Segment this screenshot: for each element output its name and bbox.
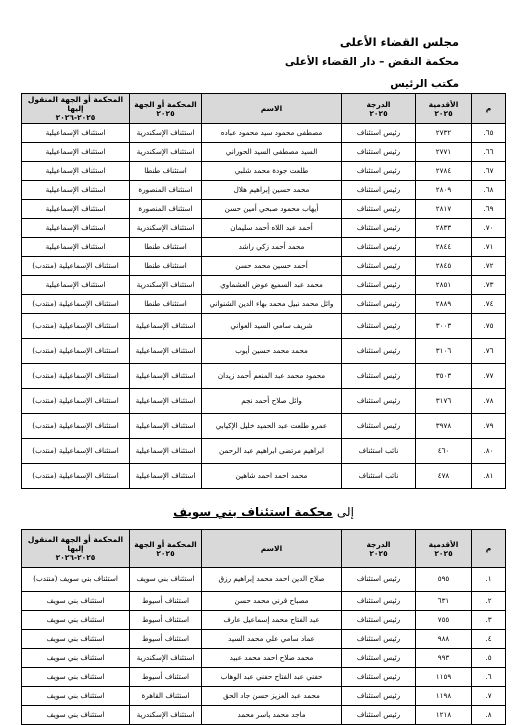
row-seniority: ٢٧٧١ bbox=[416, 143, 472, 162]
transfers-table-beni-suef bbox=[21, 529, 506, 725]
row-index: .٨١ bbox=[472, 464, 506, 489]
col-header-seniority: الأقدمية ٢٠٢٥ bbox=[416, 94, 472, 124]
row-index: .٦٦ bbox=[472, 143, 506, 162]
row-origin-court: استئناف الإسماعيلية bbox=[130, 464, 202, 489]
table-row bbox=[22, 181, 506, 200]
row-target-court: استئناف الإسماعيلية (منتدب) bbox=[22, 364, 130, 389]
row-name: محمد صلاح احمد محمد عبيد bbox=[202, 649, 342, 668]
row-origin-court: استئناف الإسكندرية bbox=[130, 219, 202, 238]
table-row bbox=[22, 439, 506, 464]
row-target-court: استئناف بني سويف bbox=[22, 592, 130, 611]
row-index: .٧٤ bbox=[472, 295, 506, 314]
row-target-court: استئناف الإسماعيلية (منتدب) bbox=[22, 257, 130, 276]
row-degree: رئيس استئناف bbox=[342, 687, 416, 706]
row-seniority: ٢٨٨٩ bbox=[416, 295, 472, 314]
row-seniority: ٢٧٣٢ bbox=[416, 124, 472, 143]
row-name: محمود محمد عبد المنعم أحمد زيدان bbox=[202, 364, 342, 389]
row-degree: رئيس استئناف bbox=[342, 124, 416, 143]
row-seniority: ٢٧٨٤ bbox=[416, 162, 472, 181]
table-row bbox=[22, 295, 506, 314]
row-target-court: استئناف الإسماعيلية (منتدب) bbox=[22, 464, 130, 489]
table-row bbox=[22, 200, 506, 219]
row-index: .٧٦ bbox=[472, 339, 506, 364]
row-target-court: استئناف الإسماعيلية (منتدب) bbox=[22, 314, 130, 339]
row-target-court: استئناف بني سويف bbox=[22, 668, 130, 687]
court-title: محكمة النقض – دار القضاء الأعلى bbox=[284, 56, 459, 68]
row-target-court: استئناف الإسماعيلية bbox=[22, 219, 130, 238]
row-origin-court: استئناف الإسكندرية bbox=[130, 124, 202, 143]
row-name: محمد احمد احمد شاهين bbox=[202, 464, 342, 489]
table-header-row bbox=[22, 94, 506, 124]
row-target-court: استئناف بني سويف bbox=[22, 630, 130, 649]
row-seniority: ٣٥٠٣ bbox=[416, 364, 472, 389]
row-seniority: ٢٨٤٤ bbox=[416, 238, 472, 257]
col-header-degree: الدرجة ٢٠٢٥ bbox=[342, 530, 416, 568]
row-seniority: ٢٨٣٣ bbox=[416, 219, 472, 238]
row-seniority: ٣٠٠٣ bbox=[416, 314, 472, 339]
row-index: .٦٥ bbox=[472, 124, 506, 143]
row-origin-court: استئناف أسيوط bbox=[130, 611, 202, 630]
row-origin-court: استئناف الإسماعيلية bbox=[130, 364, 202, 389]
row-index: .٤ bbox=[472, 630, 506, 649]
row-degree: رئيس استئناف bbox=[342, 257, 416, 276]
row-index: .٧ bbox=[472, 687, 506, 706]
row-degree: رئيس استئناف bbox=[342, 668, 416, 687]
row-index: .٦ bbox=[472, 668, 506, 687]
row-degree: رئيس استئناف bbox=[342, 276, 416, 295]
row-origin-court: استئناف طنطا bbox=[130, 238, 202, 257]
row-origin-court: استئناف الإسماعيلية bbox=[130, 414, 202, 439]
table-row bbox=[22, 364, 506, 389]
row-origin-court: استئناف أسيوط bbox=[130, 630, 202, 649]
col-header-degree: الدرجة ٢٠٢٥ bbox=[342, 94, 416, 124]
row-target-court: استئناف الإسماعيلية bbox=[22, 124, 130, 143]
row-target-court: استئناف بني سويف bbox=[22, 687, 130, 706]
col-header-origin: المحكمة أو الجهة ٢٠٢٥ bbox=[130, 530, 202, 568]
row-index: .٧١ bbox=[472, 238, 506, 257]
table-row bbox=[22, 314, 506, 339]
row-index: .٧٨ bbox=[472, 389, 506, 414]
row-seniority: ٧٥٥ bbox=[416, 611, 472, 630]
row-origin-court: استئناف الإسماعيلية bbox=[130, 339, 202, 364]
row-origin-court: استئناف طنطا bbox=[130, 295, 202, 314]
row-degree: رئيس استئناف bbox=[342, 630, 416, 649]
row-seniority: ٩٨٨ bbox=[416, 630, 472, 649]
table-row bbox=[22, 649, 506, 668]
row-name: حفني عبد الفتاح حفني عبد الوهاب bbox=[202, 668, 342, 687]
row-name: محمد حسين إبراهيم هلال bbox=[202, 181, 342, 200]
row-index: .٥ bbox=[472, 649, 506, 668]
row-degree: رئيس استئناف bbox=[342, 200, 416, 219]
row-index: .٧٢ bbox=[472, 257, 506, 276]
section-heading bbox=[0, 505, 527, 519]
row-name: محمد عبد العزيز حسن جاد الحق bbox=[202, 687, 342, 706]
row-target-court: استئناف بني سويف bbox=[22, 611, 130, 630]
row-name: أيهاب محمود صبحي أمين حسن bbox=[202, 200, 342, 219]
row-name: ابراهيم مرتضى ابراهيم عبد الرحمن bbox=[202, 439, 342, 464]
row-name: محمد عبد السميع عوض العشماوي bbox=[202, 276, 342, 295]
row-origin-court: استئناف أسيوط bbox=[130, 592, 202, 611]
row-degree: رئيس استئناف bbox=[342, 649, 416, 668]
row-target-court: استئناف الإسماعيلية bbox=[22, 238, 130, 257]
row-degree: رئيس استئناف bbox=[342, 295, 416, 314]
row-index: .٧٧ bbox=[472, 364, 506, 389]
row-seniority: ٢٨١٧ bbox=[416, 200, 472, 219]
table-row bbox=[22, 276, 506, 295]
row-degree: رئيس استئناف bbox=[342, 162, 416, 181]
row-name: عبد الفتاح محمد إسماعيل عارف bbox=[202, 611, 342, 630]
row-seniority: ٢٨٥١ bbox=[416, 276, 472, 295]
row-name: صلاح الدين احمد محمد إبراهيم رزق bbox=[202, 568, 342, 592]
table-row bbox=[22, 611, 506, 630]
row-seniority: ٤٦٠ bbox=[416, 439, 472, 464]
row-index: .٧٠ bbox=[472, 219, 506, 238]
row-name: عماد سامي علي محمد السيد bbox=[202, 630, 342, 649]
row-origin-court: استئناف طنطا bbox=[130, 162, 202, 181]
row-seniority: ٢٨٤٥ bbox=[416, 257, 472, 276]
row-degree: رئيس استئناف bbox=[342, 219, 416, 238]
table-row bbox=[22, 257, 506, 276]
row-name: مصطفى محمود سيد محمود عباده bbox=[202, 124, 342, 143]
row-seniority: ١٢١٨ bbox=[416, 706, 472, 725]
row-index: .٨ bbox=[472, 706, 506, 725]
table-row bbox=[22, 668, 506, 687]
row-origin-court: استئناف بني سويف bbox=[130, 568, 202, 592]
section-court-name: محكمة استئناف بني سويف bbox=[173, 505, 333, 519]
row-name: طلعت جودة محمد شلبي bbox=[202, 162, 342, 181]
row-origin-court: استئناف الإسماعيلية bbox=[130, 314, 202, 339]
col-header-name: الاسم bbox=[202, 530, 342, 568]
row-seniority: ٦٣١ bbox=[416, 592, 472, 611]
row-target-court: استئناف الإسماعيلية bbox=[22, 276, 130, 295]
table-row bbox=[22, 238, 506, 257]
table-row bbox=[22, 568, 506, 592]
table-header-row bbox=[22, 530, 506, 568]
row-degree: رئيس استئناف bbox=[342, 611, 416, 630]
table-row bbox=[22, 414, 506, 439]
row-degree: رئيس استئناف bbox=[342, 389, 416, 414]
row-target-court: استئناف الإسماعيلية (منتدب) bbox=[22, 439, 130, 464]
col-header-seniority: الأقدمية ٢٠٢٥ bbox=[416, 530, 472, 568]
row-origin-court: استئناف الإسماعيلية bbox=[130, 439, 202, 464]
row-degree: رئيس استئناف bbox=[342, 414, 416, 439]
row-target-court: استئناف بني سويف bbox=[22, 706, 130, 725]
row-origin-court: استئناف الإسكندرية bbox=[130, 276, 202, 295]
row-degree: نائب استئناف bbox=[342, 464, 416, 489]
row-index: .٧٩ bbox=[472, 414, 506, 439]
row-seniority: ٣١٠٦ bbox=[416, 339, 472, 364]
row-target-court: استئناف الإسماعيلية (منتدب) bbox=[22, 389, 130, 414]
row-degree: رئيس استئناف bbox=[342, 568, 416, 592]
table-row bbox=[22, 339, 506, 364]
row-seniority: ١١٥٩ bbox=[416, 668, 472, 687]
col-header-index: م bbox=[472, 530, 506, 568]
row-target-court: استئناف الإسماعيلية bbox=[22, 143, 130, 162]
col-header-target: المحكمة أو الجهة المنقول إليها ٢٠٢٥-٢٠٢٦ bbox=[22, 94, 130, 124]
row-target-court: استئناف الإسماعيلية (منتدب) bbox=[22, 295, 130, 314]
row-target-court: استئناف الإسماعيلية bbox=[22, 181, 130, 200]
row-name: وائل محمد نبيل محمد بهاء الدين الشنواني bbox=[202, 295, 342, 314]
row-target-court: استئناف الإسماعيلية bbox=[22, 162, 130, 181]
row-origin-court: استئناف الإسكندرية bbox=[130, 649, 202, 668]
row-index: .٦٧ bbox=[472, 162, 506, 181]
row-seniority: ٤٧٨ bbox=[416, 464, 472, 489]
table-row bbox=[22, 143, 506, 162]
row-name: عمرو طلعت عبد الحميد خليل الإكيابي bbox=[202, 414, 342, 439]
row-seniority: ٣١٧٦ bbox=[416, 389, 472, 414]
row-name: أحمد عبد اللاه أحمد سليمان bbox=[202, 219, 342, 238]
row-target-court: استئناف الإسماعيلية bbox=[22, 200, 130, 219]
row-index: .٢ bbox=[472, 592, 506, 611]
table-row bbox=[22, 389, 506, 414]
row-target-court: استئناف بني سويف (منتدب) bbox=[22, 568, 130, 592]
table-row bbox=[22, 687, 506, 706]
row-degree: رئيس استئناف bbox=[342, 339, 416, 364]
table-row bbox=[22, 592, 506, 611]
row-name: ماجد محمد ياسر محمد bbox=[202, 706, 342, 725]
row-index: .٣ bbox=[472, 611, 506, 630]
row-name: شريف سامي السيد العواني bbox=[202, 314, 342, 339]
council-title: مجلس القضاء الأعلى bbox=[339, 35, 459, 49]
row-seniority: ١١٩٨ bbox=[416, 687, 472, 706]
row-seniority: ٩٩٣ bbox=[416, 649, 472, 668]
row-origin-court: استئناف الإسكندرية bbox=[130, 143, 202, 162]
office-title: مكتب الرئيس bbox=[390, 78, 459, 90]
row-degree: رئيس استئناف bbox=[342, 143, 416, 162]
row-name: محمد محمد حسين أيوب bbox=[202, 339, 342, 364]
row-index: .٦٩ bbox=[472, 200, 506, 219]
col-header-target: المحكمة أو الجهة المنقول إليها ٢٠٢٥-٢٠٢٦ bbox=[22, 530, 130, 568]
row-seniority: ٣٩٧٨ bbox=[416, 414, 472, 439]
row-degree: رئيس استئناف bbox=[342, 364, 416, 389]
row-degree: رئيس استئناف bbox=[342, 706, 416, 725]
row-degree: نائب استئناف bbox=[342, 439, 416, 464]
col-header-name: الاسم bbox=[202, 94, 342, 124]
table-row bbox=[22, 630, 506, 649]
row-origin-court: استئناف طنطا bbox=[130, 257, 202, 276]
table-row bbox=[22, 464, 506, 489]
row-index: .٧٣ bbox=[472, 276, 506, 295]
row-target-court: استئناف بني سويف bbox=[22, 649, 130, 668]
row-name: مصباح قرني محمد حسن bbox=[202, 592, 342, 611]
row-name: محمد أحمد زكي راشد bbox=[202, 238, 342, 257]
row-origin-court: استئناف أسيوط bbox=[130, 668, 202, 687]
section-prefix: إلى bbox=[336, 505, 354, 519]
row-target-court: استئناف الإسماعيلية (منتدب) bbox=[22, 414, 130, 439]
row-origin-court: استئناف المنصورة bbox=[130, 200, 202, 219]
row-origin-court: استئناف المنصورة bbox=[130, 181, 202, 200]
row-degree: رئيس استئناف bbox=[342, 238, 416, 257]
table-row bbox=[22, 162, 506, 181]
row-name: أحمد حسين محمد حسن bbox=[202, 257, 342, 276]
col-header-index: م bbox=[472, 94, 506, 124]
row-degree: رئيس استئناف bbox=[342, 181, 416, 200]
row-name: السيد مصطفى السيد الحوراني bbox=[202, 143, 342, 162]
table-row bbox=[22, 124, 506, 143]
row-degree: رئيس استئناف bbox=[342, 314, 416, 339]
row-degree: رئيس استئناف bbox=[342, 592, 416, 611]
row-origin-court: استئناف الإسكندرية bbox=[130, 706, 202, 725]
row-name: وائل صلاح أحمد نجم bbox=[202, 389, 342, 414]
row-index: .١ bbox=[472, 568, 506, 592]
row-target-court: استئناف الإسماعيلية (منتدب) bbox=[22, 339, 130, 364]
row-index: .٦٨ bbox=[472, 181, 506, 200]
row-index: .٧٥ bbox=[472, 314, 506, 339]
table-row bbox=[22, 706, 506, 725]
row-seniority: ٢٨٠٩ bbox=[416, 181, 472, 200]
transfers-table-ismailia bbox=[21, 93, 506, 489]
row-seniority: ٥٩٥ bbox=[416, 568, 472, 592]
row-index: .٨٠ bbox=[472, 439, 506, 464]
row-origin-court: استئناف الإسماعيلية bbox=[130, 389, 202, 414]
table-row bbox=[22, 219, 506, 238]
col-header-origin: المحكمة أو الجهة ٢٠٢٥ bbox=[130, 94, 202, 124]
row-origin-court: استئناف القاهرة bbox=[130, 687, 202, 706]
